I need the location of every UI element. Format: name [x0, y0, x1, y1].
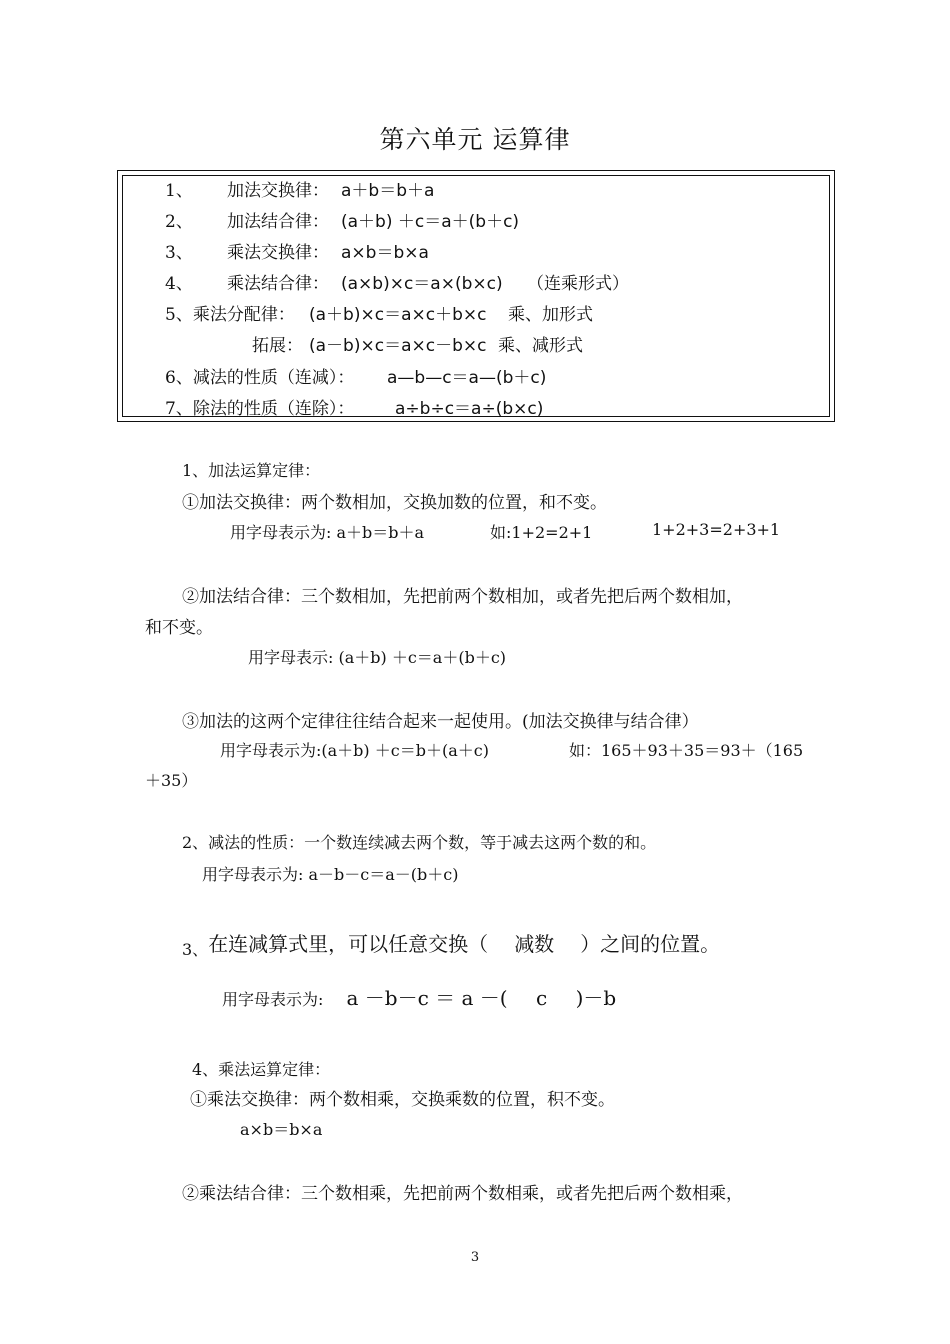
paragraph: 2、减法的性质：一个数连续减去两个数，等于减去这两个数的和。 [182, 833, 657, 852]
section-3-formula [222, 982, 616, 1011]
summary-row [165, 176, 435, 201]
row-formula: (a×b)×c＝a×(b×c) [341, 274, 503, 294]
paragraph: ③加法的这两个定律往往结合起来一起使用。(加法交换律与结合律） [182, 712, 699, 732]
row-note: （连乘形式） [527, 274, 629, 294]
row-label: 乘法结合律： [227, 274, 329, 294]
row-label: 加法交换律： [227, 181, 329, 201]
paragraph: ）之间的位置。 [580, 932, 721, 956]
example: 如:1+2=2+1 [490, 523, 593, 542]
row-formula: a＋b＝b＋a [341, 181, 435, 201]
summary-row [165, 394, 544, 419]
page-title: 第六单元 运算律 [379, 125, 571, 154]
paragraph: ②加法结合律：三个数相加，先把前两个数相加，或者先把后两个数相加， [182, 587, 743, 607]
row-label: 6、减法的性质（连减）： [165, 368, 355, 388]
row-note: 乘、加形式 [508, 305, 593, 325]
paragraph: 在连减算式里，可以任意交换（ [208, 932, 489, 956]
summary-row [165, 300, 593, 325]
formula: )－b [575, 986, 617, 1010]
example: 1+2+3=2+3+1 [652, 520, 781, 539]
summary-row [252, 331, 583, 356]
row-formula: a÷b÷c＝a÷(b×c) [395, 399, 544, 419]
row-formula: a—b—c＝a—(b＋c) [387, 368, 547, 388]
row-label: 拓展： [252, 336, 303, 356]
row-number: 4、 [165, 274, 193, 294]
summary-row [165, 207, 520, 232]
formula-line: a×b＝b×a [240, 1120, 323, 1139]
row-formula: (a＋b) ＋c＝a＋(b＋c) [341, 212, 520, 232]
section-3-line [182, 928, 720, 957]
row-number: 3、 [165, 243, 193, 263]
example: 如：165＋93＋35＝93＋（165 [569, 741, 804, 760]
paragraph: ①加法交换律：两个数相加，交换加数的位置，和不变。 [182, 493, 607, 513]
row-formula: (a－b)×c＝a×c－b×c [309, 336, 487, 356]
answer-blank: 减数 [514, 932, 555, 956]
formula-line: 用字母表示为: a－b－c＝a－(b＋c) [202, 865, 459, 884]
formula: a －b－c ＝ a －( [346, 986, 508, 1010]
section-heading: 4、乘法运算定律： [192, 1060, 331, 1079]
row-number: 2、 [165, 212, 193, 232]
row-formula: a×b＝b×a [341, 243, 429, 263]
row-number: 1、 [165, 181, 193, 201]
paragraph: 和不变。 [145, 618, 213, 638]
formula-label: 用字母表示为: [222, 990, 324, 1009]
summary-row [165, 238, 429, 263]
row-label: 7、除法的性质（连除）： [165, 399, 355, 419]
summary-row [165, 363, 547, 388]
row-label: 5、乘法分配律： [165, 305, 295, 325]
summary-row [165, 269, 629, 294]
row-label: 乘法交换律： [227, 243, 329, 263]
paragraph: ①乘法交换律：两个数相乘，交换乘数的位置，积不变。 [190, 1090, 615, 1110]
row-label: 加法结合律： [227, 212, 329, 232]
formula-line: 用字母表示: (a＋b) ＋c＝a＋(b＋c) [248, 648, 507, 667]
answer-blank: c [535, 986, 548, 1010]
formula-line: 用字母表示为: a＋b＝b＋a [230, 523, 425, 542]
example: ＋35） [145, 771, 198, 790]
page-number: 3 [470, 1250, 480, 1265]
row-note: 乘、减形式 [498, 336, 583, 356]
paragraph: ②乘法结合律：三个数相乘，先把前两个数相乘，或者先把后两个数相乘， [182, 1184, 743, 1204]
section-heading: 1、加法运算定律： [182, 461, 321, 480]
section-number: 3、 [182, 940, 209, 959]
formula-line: 用字母表示为:(a＋b) ＋c＝b＋(a＋c) [220, 741, 489, 760]
row-formula: (a＋b)×c＝a×c＋b×c [309, 305, 487, 325]
